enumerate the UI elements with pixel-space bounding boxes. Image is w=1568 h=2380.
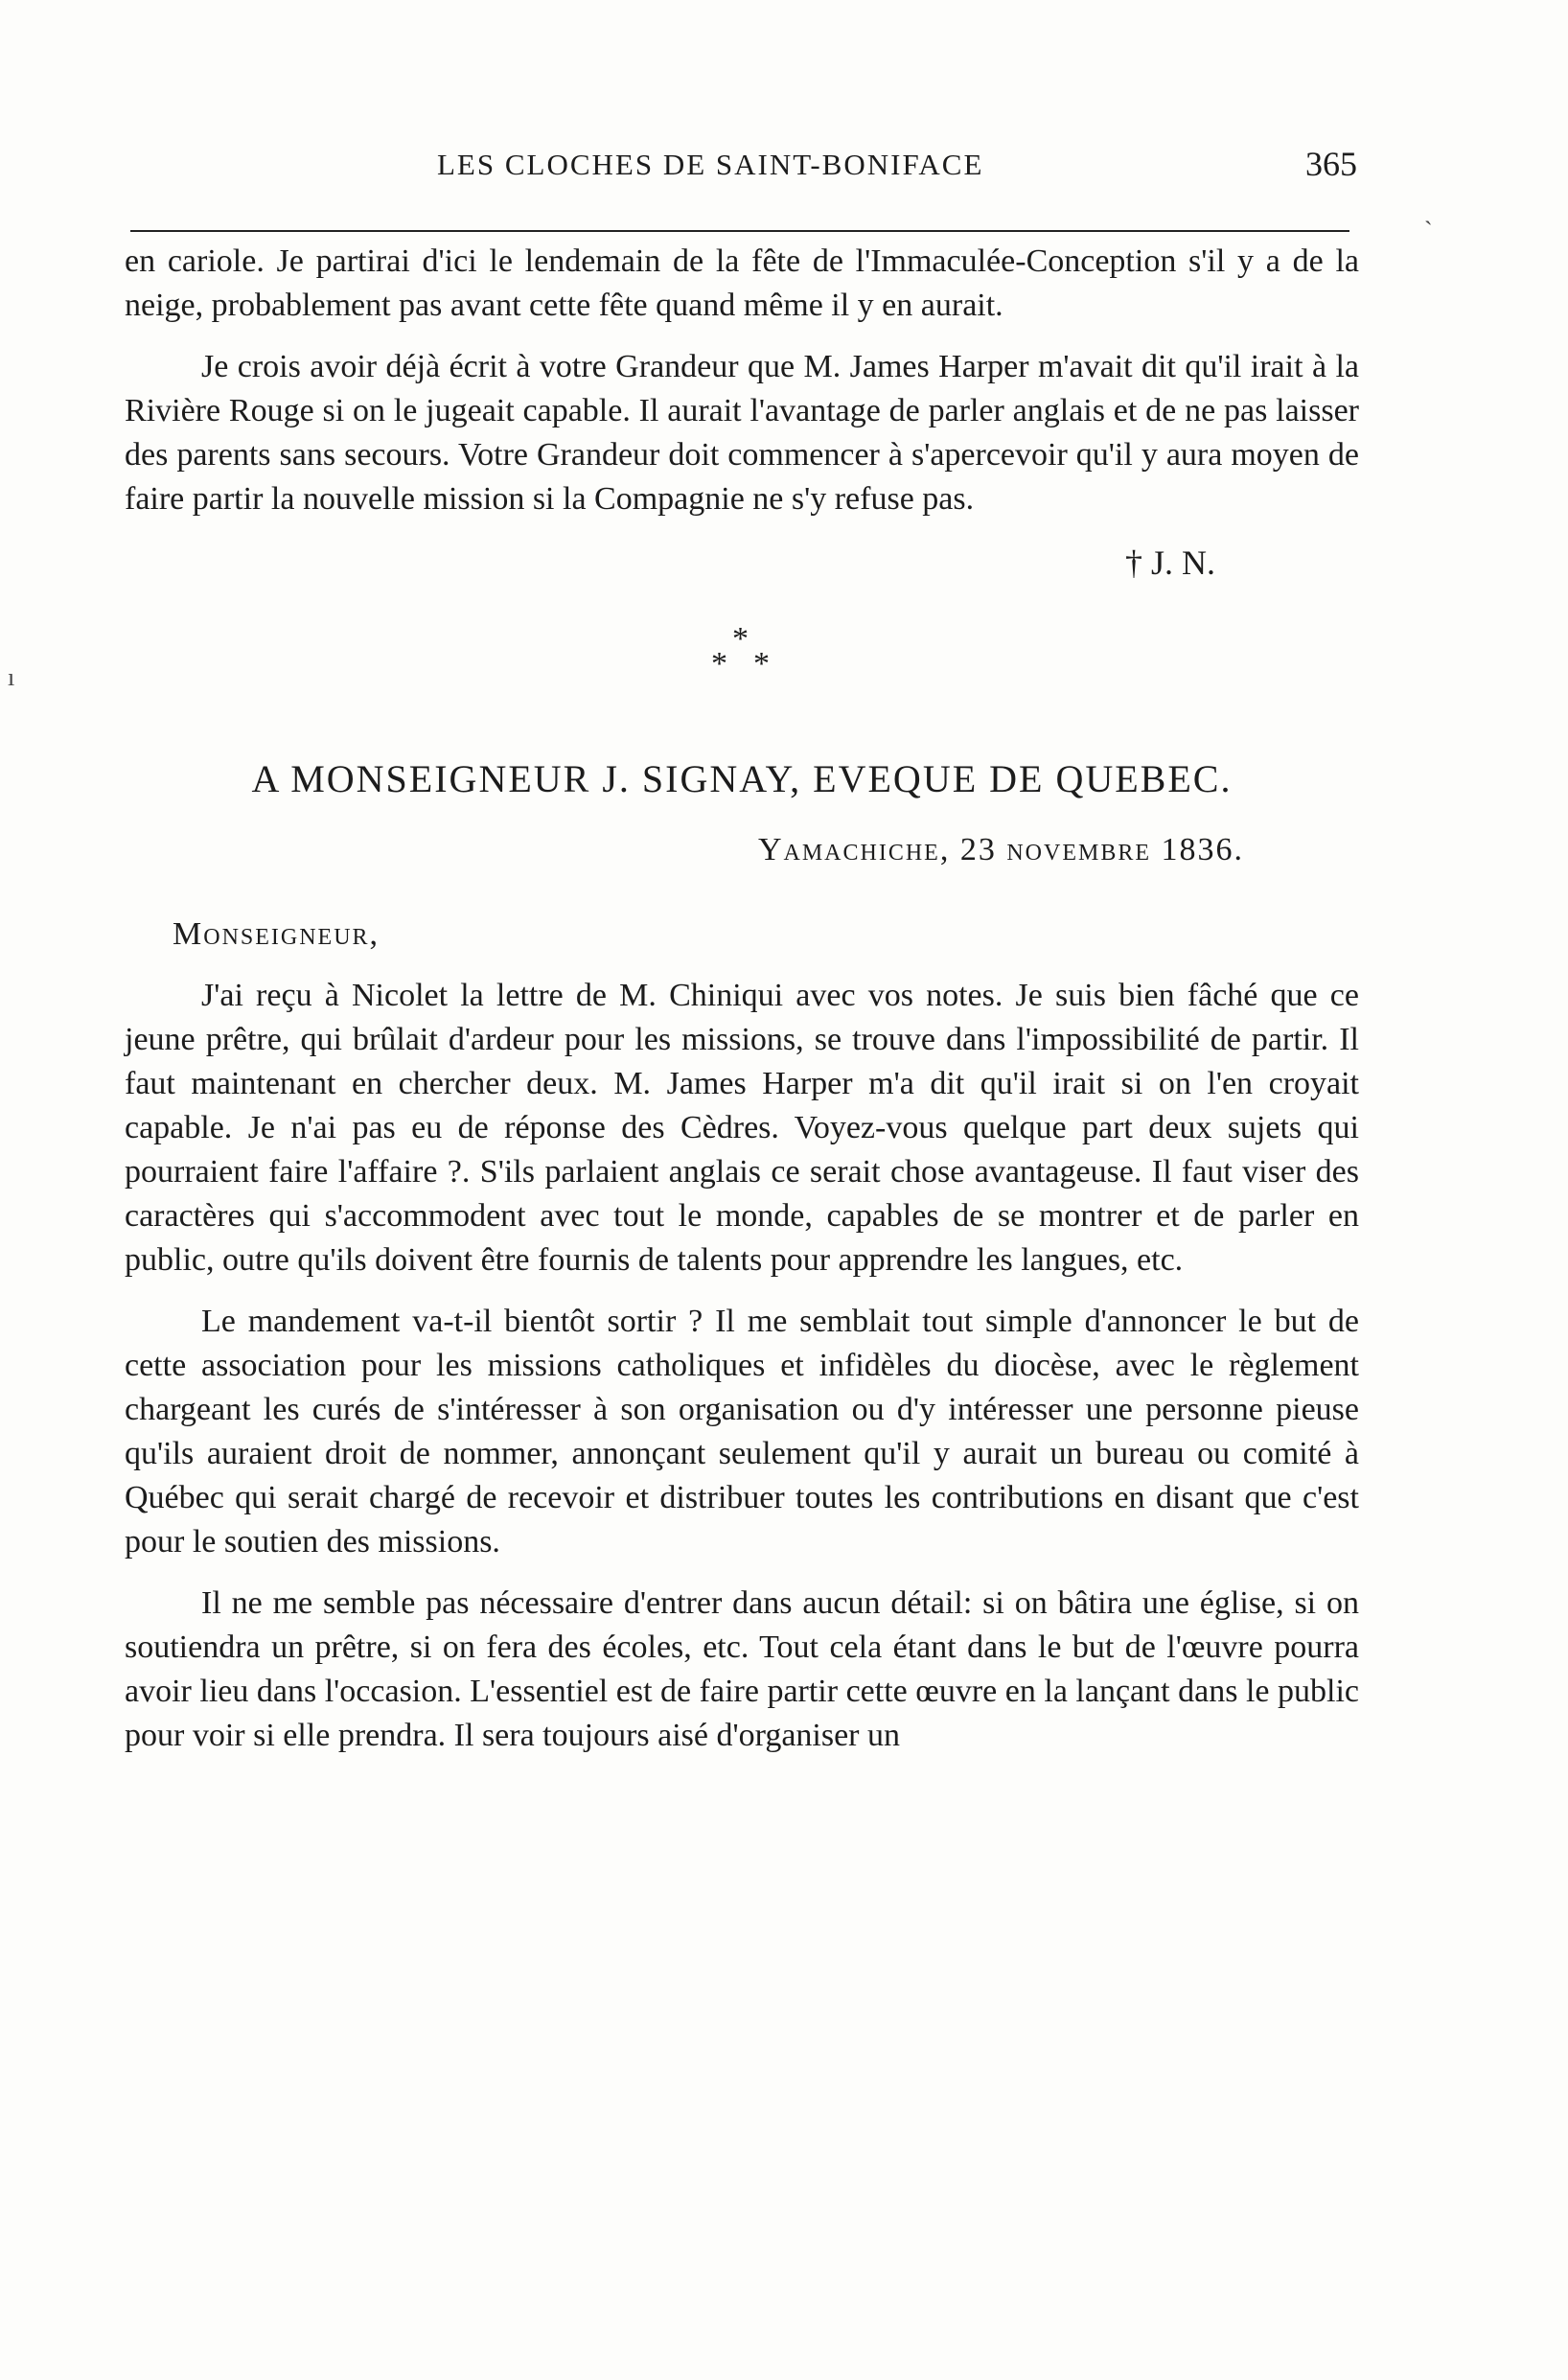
letter-paragraph: Le mandement va-t-il bientôt sortir ? Il me semblait tout simple d'annoncer le but de cette association pour les missions catholiques et infidèles du diocèse, avec le règlement chargeant les curés de s'intéresser à son organisation ou d'y intéresser une personne pieuse qu'ils auraient droit de nommer, annonçant seulement qu'il y aurait un bureau ou comité à Québec qui serait chargé de recevoir et distribuer toutes les contributions en disant que c'est pour le soutien des missions. [125, 1304, 1359, 1560]
letter-paragraph: Il ne me semble pas nécessaire d'entrer dans aucun détail: si on bâtira une église, si on soutiendra un prêtre, si on fera des écoles, etc. Tout cela étant dans le but de l'œuvre pourra avoir lieu dans l'occasion. L'essentiel est de faire partir cette œuvre en la lançant dans le public pour voir si elle prendra. Il sera toujours aisé d'organiser un [125, 1585, 1359, 1753]
letter-paragraph: Je crois avoir déjà écrit à votre Grandeur que M. James Harper m'avait dit qu'il irait à la Rivière Rouge si on le jugeait capable. Il aurait l'avantage de parler anglais et de ne pas laisser des parents sans secours. Votre Grandeur doit commencer à s'apercevoir qu'il y aura moyen de faire partir la nouvelle mission si la Compagnie ne s'y refuse pas. [125, 349, 1359, 517]
asterism [125, 623, 1359, 709]
asterisk: * [753, 646, 770, 682]
salutation: Monseigneur, [173, 916, 380, 952]
asterisk: * [732, 621, 749, 657]
signature: † J. N. [1124, 543, 1215, 582]
letter-heading: A MONSEIGNEUR J. SIGNAY, EVEQUE DE QUEBEC. [251, 757, 1233, 800]
running-title: LES CLOCHES DE SAINT-BONIFACE [437, 148, 984, 181]
dateline: Yamachiche, 23 novembre 1836. [757, 832, 1244, 867]
asterisk: * [711, 646, 727, 682]
letter-continuation: en cariole. Je partirai d'ici le lendemain de la fête de l'Immaculée-Conception s'il y a de la neige, probablement pas avant cette fête quand même il y en aurait. [125, 243, 1359, 323]
margin-mark: ˎ [1424, 197, 1433, 225]
page-number: 365 [1305, 145, 1357, 183]
running-head [130, 144, 1357, 201]
margin-mark: ı [8, 663, 15, 691]
body-text [125, 240, 1359, 1758]
header-rule [130, 230, 1349, 232]
letter-paragraph: J'ai reçu à Nicolet la lettre de M. Chiniqui avec vos notes. Je suis bien fâché que ce jeune prêtre, qui brûlait d'ardeur pour les missions, se trouve dans l'impossibilité de partir. Il faut maintenant en chercher deux. M. James Harper m'a dit qu'il irait si on l'en croyait capable. Je n'ai pas eu de réponse des Cèdres. Voyez-vous quelque part deux sujets qui pourraient faire l'affaire ?. S'ils parlaient anglais ce serait chose avantageuse. Il faut viser des caractères qui s'accommodent avec tout le monde, capables de se montrer et de parler en public, outre qu'ils doivent être fournis de talents pour apprendre les langues, etc. [125, 978, 1359, 1278]
